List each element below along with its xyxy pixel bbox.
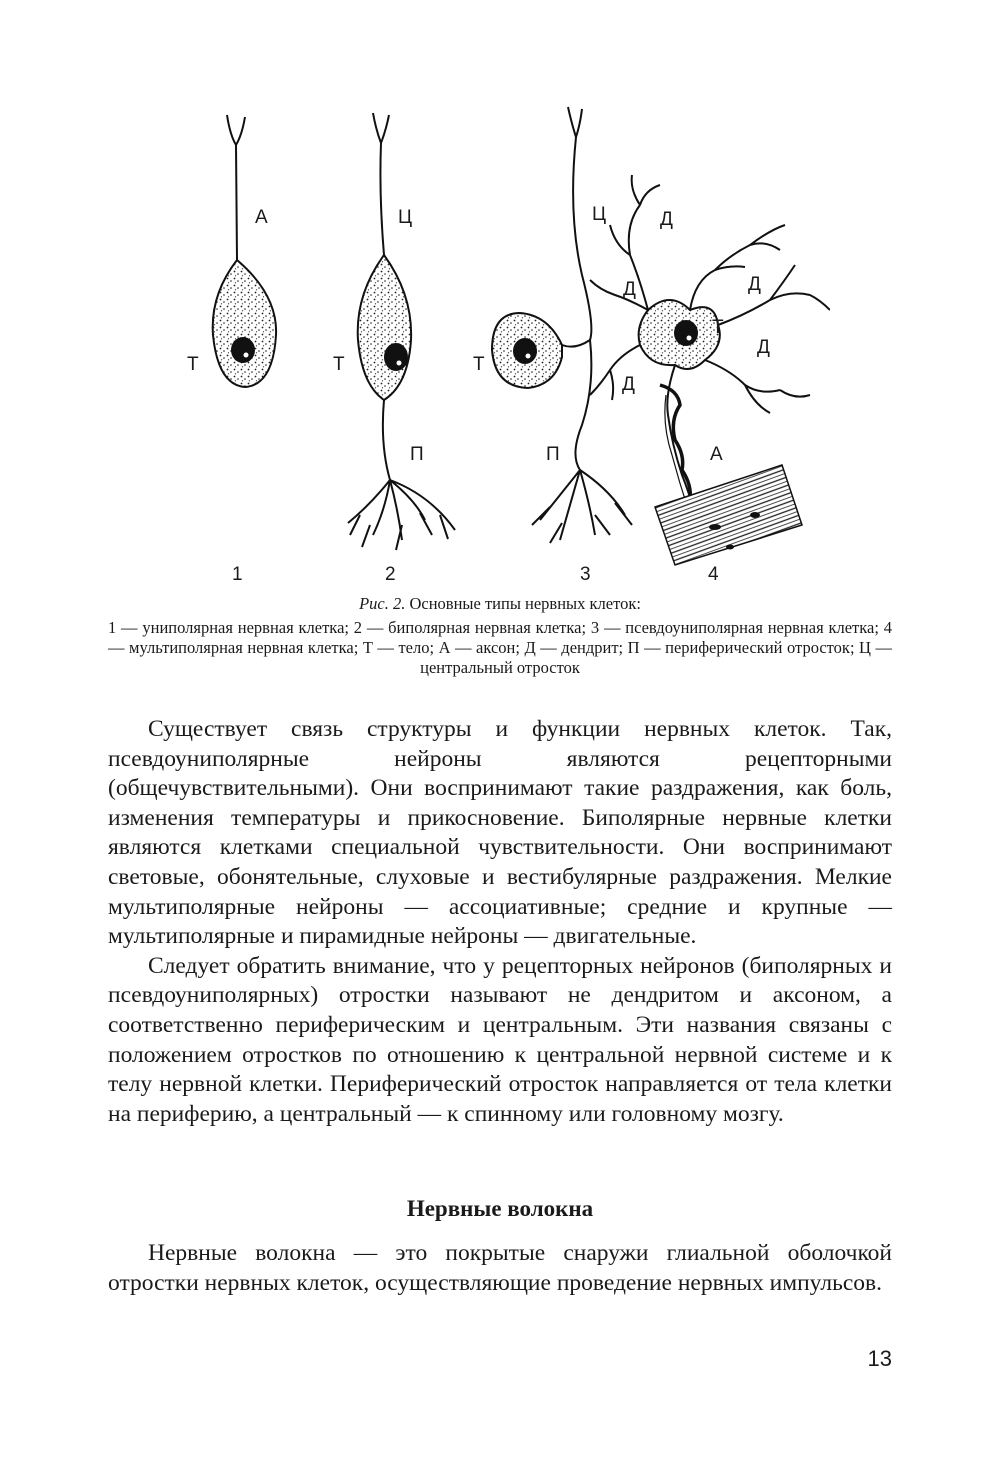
caption-legend: 1 — униполярная нервная клетка; 2 — биполярная нервная клетка; 3 — псевдоуниполярная нервная клетка; 4 — мультиполярная нервная клетка; Т — тело; А — аксон; Д — дендрит; П — периферический отросток; Ц — центральный отросток xyxy=(108,618,892,677)
figure-number-4: 4 xyxy=(708,564,719,585)
figure-number-3: 3 xyxy=(580,564,591,585)
figure-number-2: 2 xyxy=(385,564,396,585)
muscle-fiber xyxy=(655,465,802,565)
label-c1-body: Т xyxy=(187,354,199,375)
caption-title xyxy=(108,594,892,614)
label-c4-dendrite-3: Д xyxy=(748,274,761,295)
label-c1-axon: А xyxy=(255,207,268,228)
caption-title-text: Основные типы нервных клеток: xyxy=(409,594,641,613)
figure-caption xyxy=(108,594,892,678)
label-c3-peripheral: П xyxy=(546,444,560,465)
label-c4-dendrite-4: Д xyxy=(757,337,770,358)
pseudounipolar-cell xyxy=(492,107,632,543)
paragraph-structure-function: Существует связь структуры и функции нервных клеток. Так, псевдоуниполярные нейроны являются рецепторными (общечувствительными). Они воспринимают такие раздражения, как боль, изменения температуры и прикосновение. Биполярные нервные клетки являются клетками специальной чувствительности. Они воспринимают световые, обонятельные, слуховые и вестибулярные раздражения. Мелкие мультиполярные нейроны — ассоциативные; средние и крупные — мультиполярные и пирамидные нейроны — двигательные. xyxy=(108,716,892,950)
label-c3-body: Т xyxy=(473,354,485,375)
bipolar-cell xyxy=(348,113,455,550)
label-c4-dendrite-5: Д xyxy=(622,374,635,395)
section-heading: Нервные волокна xyxy=(406,1196,594,1221)
label-c2-central: Ц xyxy=(398,207,413,228)
label-c4-dendrite-1: Д xyxy=(660,209,673,230)
page-number: 13 xyxy=(867,1346,892,1371)
neuron-types-figure xyxy=(170,95,830,595)
label-c4-body: Т xyxy=(712,317,724,338)
label-c2-body: Т xyxy=(333,354,345,375)
figure-number-1: 1 xyxy=(232,564,243,585)
label-c4-axon: А xyxy=(710,444,723,465)
label-c4-dendrite-2: Д xyxy=(623,279,636,300)
label-c3-central: Ц xyxy=(592,204,607,225)
caption-prefix: Рис. 2. xyxy=(359,594,406,613)
unipolar-cell xyxy=(213,115,276,387)
paragraph-receptor-processes: Следует обратить внимание, что у рецепторных нейронов (биполярных и псевдоуниполярных) отростки называют не дендритом и аксоном, а соответственно периферическим и центральным. Эти названия связаны с положением отростков по отношению к центральной нервной системе и к телу нервной клетки. Периферический отросток направляется от тела клетки на периферию, а центральный — к спинному или головному мозгу. xyxy=(108,952,892,1127)
section-body xyxy=(108,1239,892,1298)
paragraph-nerve-fibers: Нервные волокна — это покрытые снаружи глиальной оболочкой отростки нервных клеток, осуществляющие проведение нервных импульсов. xyxy=(108,1240,892,1296)
body-text xyxy=(108,715,892,1129)
label-c2-peripheral: П xyxy=(410,444,424,465)
